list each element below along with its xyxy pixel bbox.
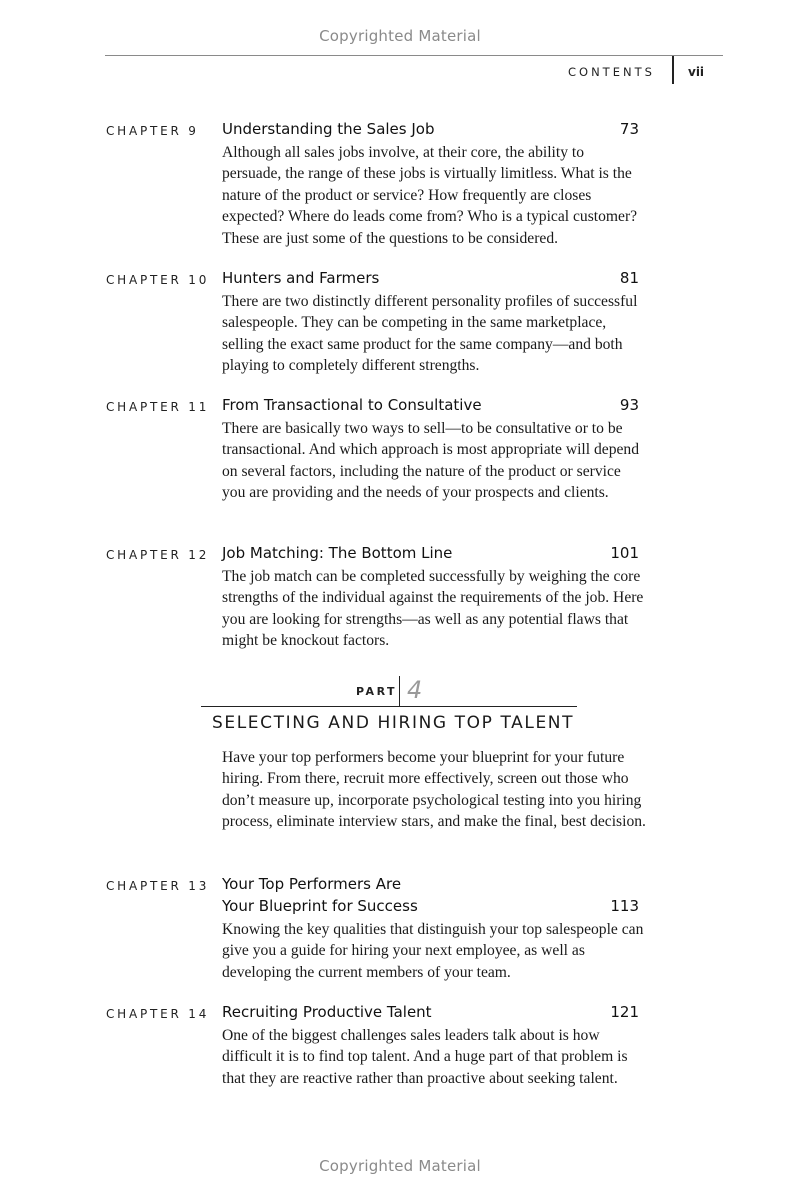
part-label: PART [356, 685, 398, 698]
chapter-title: Recruiting Productive Talent [222, 1003, 432, 1021]
chapter-title: Job Matching: The Bottom Line [222, 544, 453, 562]
part-description: Have your top performers become your blueprint for your future hiring. From there, recruit more effectively, screen out those who don’t measure up, incorporate psychological testing into you hiring process, eliminate interview stars, and make the final, best decision. [222, 749, 646, 831]
chapter-page-number: 81 [619, 269, 639, 287]
page-number: vii [688, 65, 705, 79]
watermark-top: Copyrighted Material [319, 27, 481, 45]
chapter-label: CHAPTER 9 [106, 124, 199, 138]
part-separator [399, 676, 400, 706]
part-number: 4 [407, 676, 423, 704]
chapter-label: CHAPTER 13 [106, 879, 210, 893]
chapter-page-number: 101 [610, 544, 639, 562]
chapter-label: CHAPTER 11 [106, 400, 210, 414]
header-rule [105, 55, 723, 56]
running-header-section: CONTENTS [568, 65, 655, 79]
chapter-page-number: 121 [610, 1003, 639, 1021]
chapter-title-line-2: Your Blueprint for Success [222, 897, 418, 915]
chapter-description: Knowing the key qualities that distinguish your top salespeople can give you a guide for hiring your next employee, as well as developing the current members of your team. [222, 921, 644, 981]
part-title: SELECTING AND HIRING TOP TALENT [212, 713, 575, 733]
chapter-label: CHAPTER 12 [106, 548, 210, 562]
chapter-page-number: 113 [610, 897, 639, 915]
part-rule [201, 706, 577, 707]
chapter-label: CHAPTER 10 [106, 273, 210, 287]
chapter-title: From Transactional to Consultative [222, 396, 482, 414]
chapter-page-number: 73 [619, 120, 639, 138]
chapter-description: One of the biggest challenges sales leaders talk about is how difficult it is to find top talent. And a huge part of that problem is that they are reactive rather than proactive about seeking talent. [222, 1027, 628, 1087]
chapter-description: The job match can be completed successfully by weighing the core strengths of the individual against the requirements of the job. Here you are looking for strengths—as well as any potential flaws that might be knockout factors. [222, 568, 644, 650]
chapter-title: Understanding the Sales Job [222, 120, 435, 138]
header-separator [672, 56, 674, 84]
chapter-page-number: 93 [619, 396, 639, 414]
chapter-description: There are basically two ways to sell—to be consultative or to be transactional. And which approach is most appropriate will depend on several factors, including the nature of the product or service you are providing and the needs of your prospects and clients. [222, 420, 640, 502]
chapter-label: CHAPTER 14 [106, 1007, 210, 1021]
chapter-description: There are two distinctly different personality profiles of successful salespeople. They can be competing in the same marketplace, selling the exact same product for the same company—and both playing to completely different strengths. [222, 293, 638, 375]
chapter-description: Although all sales jobs involve, at their core, the ability to persuade, the range of these jobs is virtually limitless. What is the nature of the product or service? How frequently are closes expected? Where do leads come from? Who is a typical customer? These are just some of the questions to be considered. [222, 144, 638, 247]
chapter-title: Hunters and Farmers [222, 269, 380, 287]
watermark-bottom: Copyrighted Material [319, 1157, 481, 1175]
chapter-title-line-1: Your Top Performers Are [222, 875, 402, 893]
